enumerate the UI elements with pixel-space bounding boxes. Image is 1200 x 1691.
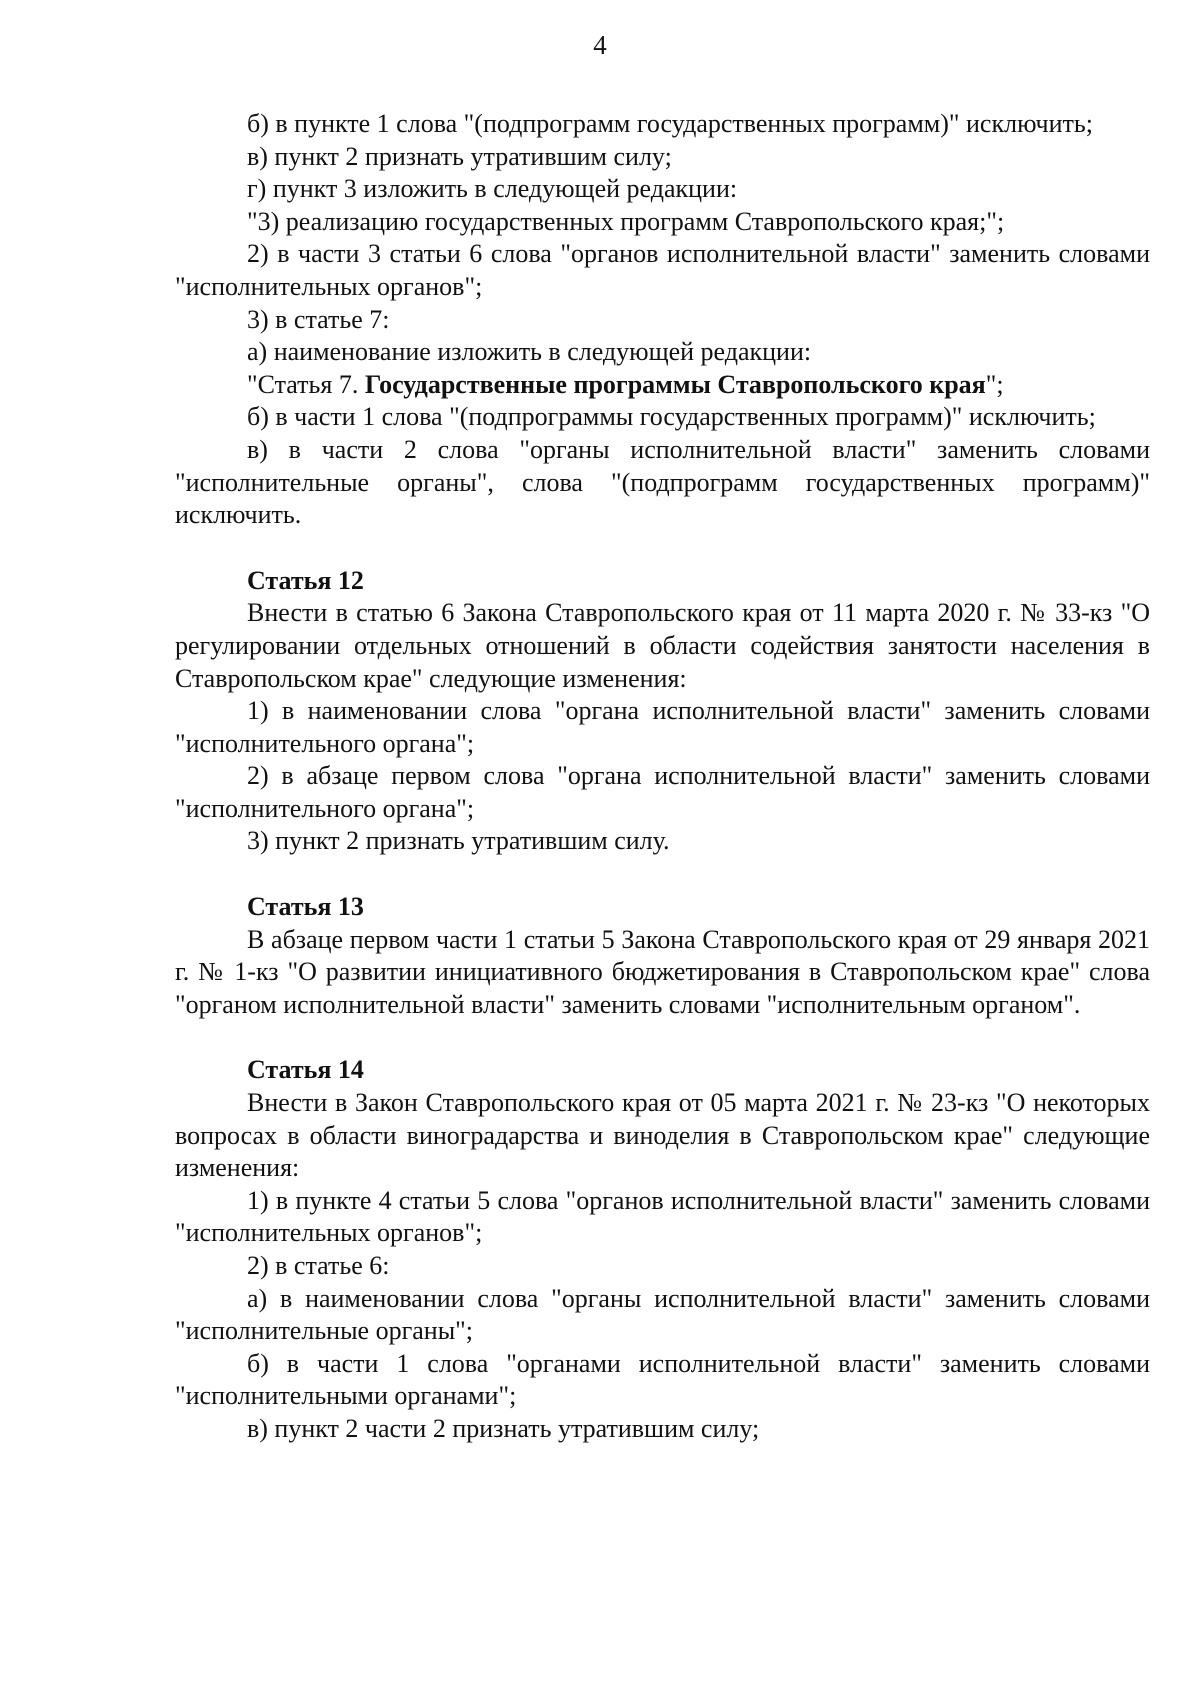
- page-number: 4: [593, 30, 607, 60]
- section-gap: [175, 858, 1150, 891]
- article-14-heading: Статья 14: [247, 1055, 364, 1085]
- paragraph: б) в части 1 слова "органами исполнительной власти" заменить словами "исполнительными органами";: [175, 1348, 1150, 1411]
- paragraph: 3) пункт 2 признать утратившим силу.: [247, 826, 670, 856]
- section-gap: [175, 1021, 1150, 1054]
- paragraph: б) в части 1 слова "(подпрограммы государственных программ)" исключить;: [247, 402, 1096, 432]
- paragraph: "3) реализацию государственных программ Ставропольского края;";: [247, 206, 1005, 236]
- paragraph: в) пункт 2 признать утратившим силу;: [247, 141, 672, 171]
- article-13-heading: Статья 13: [247, 892, 364, 922]
- paragraph: 2) в абзаце первом слова "органа исполнительной власти" заменить словами "исполнительного органа";: [175, 761, 1150, 823]
- article-12-heading: Статья 12: [247, 565, 364, 595]
- document-body: [175, 108, 1150, 1446]
- paragraph: г) пункт 3 изложить в следующей редакции:: [247, 174, 738, 204]
- quoted-article-title: [175, 369, 1150, 402]
- paragraph: 2) в части 3 статьи 6 слова "органов исполнительной власти" заменить словами "исполнительных органов";: [175, 239, 1150, 301]
- article-title-bold: Государственные программы Ставропольского края: [364, 369, 986, 399]
- quote-prefix: "Статья 7.: [247, 369, 365, 399]
- paragraph: Внести в статью 6 Закона Ставропольского края от 11 марта 2020 г. № 33-кз "О регулировании отдельных отношений в области содействия занятости населения в Ставропольском крае" следующие изменения:: [175, 598, 1150, 693]
- paragraph: 1) в пункте 4 статьи 5 слова "органов исполнительной власти" заменить словами "исполнительных органов";: [175, 1185, 1150, 1248]
- paragraph: в) в части 2 слова "органы исполнительной власти" заменить словами "исполнительные органы", слова "(подпрограмм государственных программ)" исключить.: [175, 434, 1150, 530]
- section-gap: [175, 532, 1150, 565]
- paragraph: В абзаце первом части 1 статьи 5 Закона Ставропольского края от 29 января 2021 г. № 1-кз "О развитии инициативного бюджетирования в Ставропольском крае" слова "органом исполнительной власти" заменить словами "исполнительным органом".: [175, 924, 1150, 1019]
- paragraph: б) в пункте 1 слова "(подпрограмм государственных программ)" исключить;: [247, 109, 1093, 138]
- paragraph: а) в наименовании слова "органы исполнительной власти" заменить словами "исполнительные органы";: [175, 1283, 1150, 1346]
- quote-suffix: ";: [985, 369, 1004, 399]
- paragraph: Внести в Закон Ставропольского края от 05 марта 2021 г. № 23-кз "О некоторых вопросах в области виноградарства и виноделия в Ставропольском крае" следующие изменения:: [175, 1088, 1150, 1183]
- paragraph: а) наименование изложить в следующей редакции:: [247, 337, 812, 367]
- paragraph: 3) в статье 7:: [247, 304, 390, 334]
- paragraph: в) пункт 2 части 2 признать утратившим силу;: [247, 1413, 760, 1443]
- paragraph: 1) в наименовании слова "органа исполнительной власти" заменить словами "исполнительного органа";: [175, 696, 1150, 758]
- paragraph: 2) в статье 6:: [247, 1251, 390, 1280]
